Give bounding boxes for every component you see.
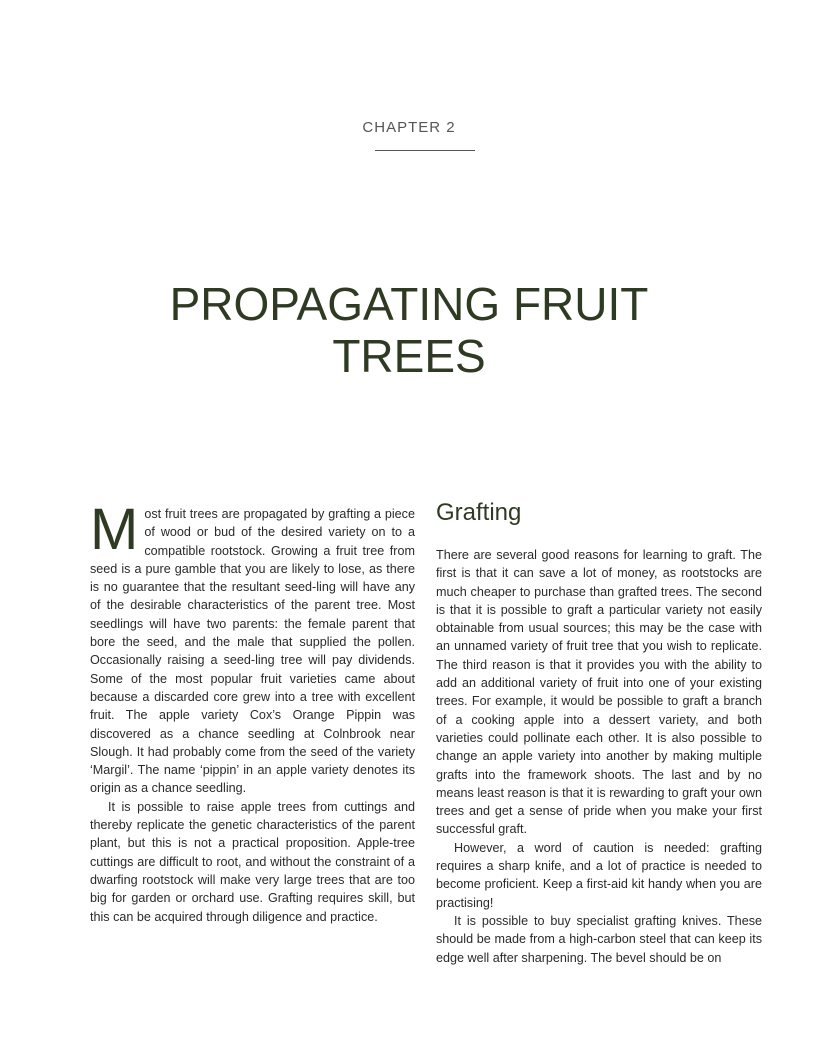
drop-cap: M <box>90 497 139 562</box>
right-text-column <box>436 498 762 967</box>
chapter-title <box>0 278 818 382</box>
body-paragraph: It is possible to buy specialist grafting knives. These should be made from a high-carbon steel that can keep its edge well after sharpening. The bevel should be on <box>436 913 762 965</box>
left-text-column <box>90 497 415 926</box>
chapter-divider <box>375 150 475 151</box>
intro-paragraph <box>90 497 415 798</box>
intro-paragraph-text: ost fruit trees are propagated by grafting a piece of wood or bud of the desired variety on to a compatible rootstock. Growing a fruit tree from seed is a pure gamble that you are likely to lose, as there is no guarantee that the resultant seed-ling will have any of the desirable characteristics of the parent tree. Most seedlings will have two parents: the female parent that bore the seed, and the male that supplied the pollen. Occasionally raising a seed-ling tree will pay dividends. Some of the most popular fruit varieties came about because a discarded core grew into a tree with excellent fruit. The apple variety Cox’s Orange Pippin was discovered as a chance seedling at Colnbrook near Slough. It had probably come from the seed of the variety ‘Margil’. The name ‘pippin’ in an apple variety denotes its origin as a chance seedling. <box>90 507 415 796</box>
body-paragraph: It is possible to raise apple trees from cuttings and thereby replicate the genetic characteristics of the parent plant, but this is not a practical proposition. Apple-tree cuttings are difficult to root, and without the constraint of a dwarfing rootstock will make very large trees that are too big for garden or orchard use. Grafting requires skill, but this can be acquired through diligence and practice. <box>90 799 415 924</box>
body-paragraph: However, a word of caution is needed: grafting requires a sharp knife, and a lot of practice is needed to become proficient. Keep a first-aid kit handy when you are practising! <box>436 840 762 910</box>
chapter-label: CHAPTER 2 <box>362 119 456 136</box>
body-paragraph: There are several good reasons for learning to graft. The first is that it can save a lot of money, as rootstocks are much cheaper to purchase than grafted trees. The second is that it is possible to graft a particular variety not easily obtainable from usual sources; this may be the case with an unnamed variety of fruit tree that you wish to replicate. The third reason is that it provides you with the ability to add an additional variety of fruit into one of your existing trees. For example, it would be possible to graft a branch of a cooking apple into a dessert variety, and both varieties could pollinate each other. It is also possible to change an apple variety into another by making multiple grafts into the framework shoots. The last and by no means least reason is that it is rewarding to graft your own trees and get a sense of pride when you make your first successful graft. <box>436 548 762 837</box>
chapter-title-line-1: PROPAGATING FRUIT <box>169 278 649 330</box>
chapter-title-line-2: TREES <box>332 330 486 382</box>
section-heading-grafting: Grafting <box>436 499 522 526</box>
